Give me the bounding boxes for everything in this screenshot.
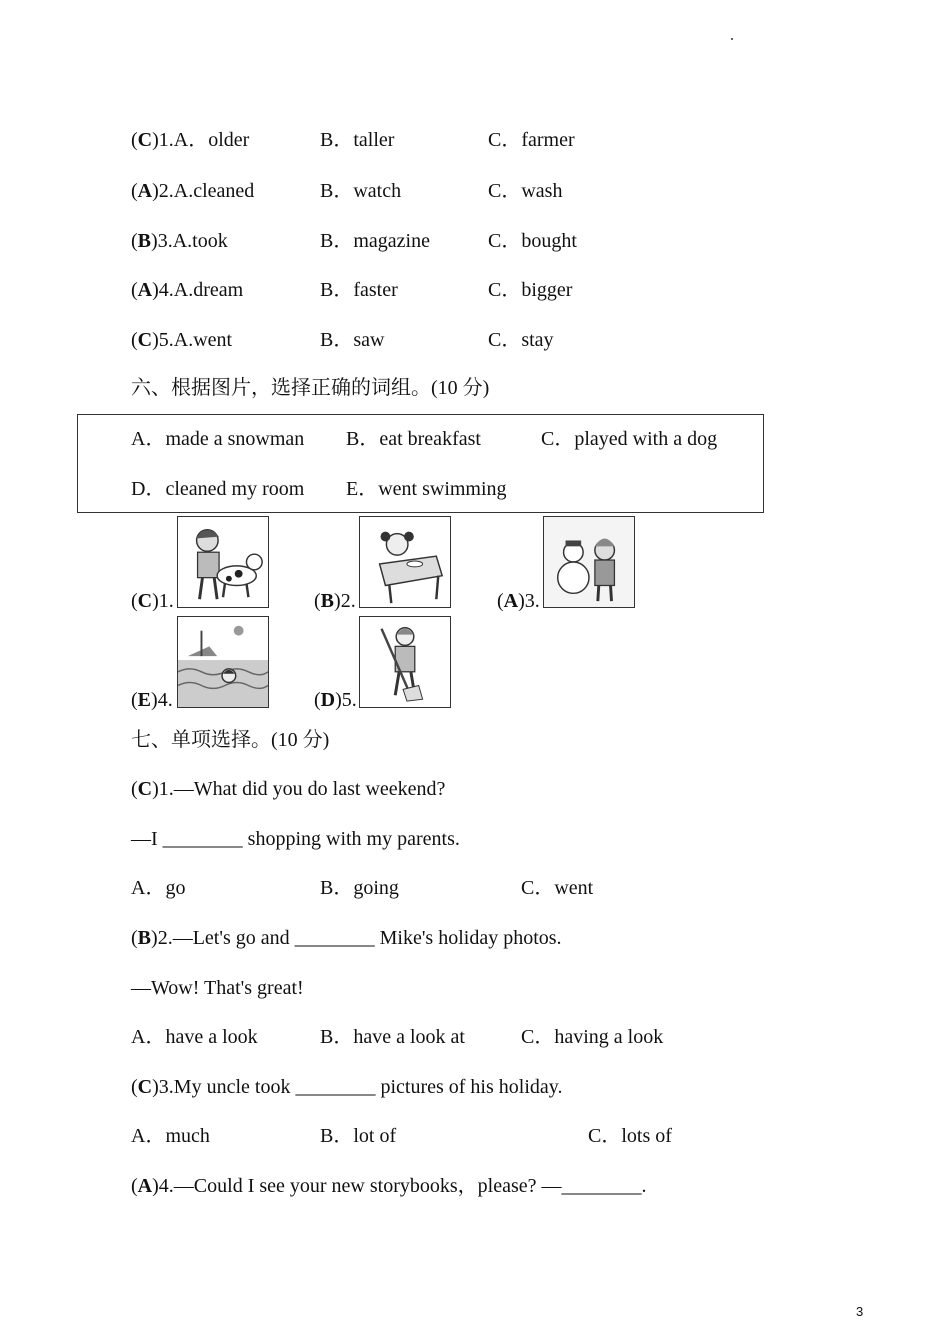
picture-cleaning-room [359,616,451,708]
option-d: D．cleaned my room [131,478,305,500]
option-c: C．played with a dog [541,428,718,450]
s6-q5: (D)5. [314,689,357,711]
s7-q2-b: B．have a look at [320,1026,465,1048]
s7-q3-b: B．lot of [320,1125,397,1147]
section6-title: 六、根据图片，选择正确的词组。(10 分) [131,377,490,399]
s5-q4: (A)4.A.dream [131,279,244,301]
s7-q1-b: B．going [320,877,399,899]
s5-q2-b: B．watch [320,180,402,202]
s5-q5-c: C．stay [488,329,554,351]
s7-q2: (B)2.—Let's go and ________ Mike's holiday photos. [131,927,562,949]
page-dot [731,38,733,40]
picture-swimming [177,616,269,708]
s5-q4-c: C．bigger [488,279,573,301]
s7-q3-a: A．much [131,1125,210,1147]
page-number: 3 [856,1304,864,1319]
s7-q1-a: A．go [131,877,186,899]
s5-q5: (C)5.A.went [131,329,233,351]
s5-q1: (C)1.A．older [131,129,250,151]
s6-q3: (A)3. [497,590,540,612]
s6-q1: (C)1. [131,590,174,612]
option-e: E．went swimming [346,478,507,500]
s5-q2: (A)2.A.cleaned [131,180,255,202]
s7-q1: (C)1.—What did you do last weekend? [131,778,446,800]
s7-q3-c: C．lots of [588,1125,672,1147]
s7-q1-reply: —I ________ shopping with my parents. [131,828,460,850]
s6-q4: (E)4. [131,689,173,711]
s5-q3: (B)3.A.took [131,230,228,252]
s7-q4: (A)4.—Could I see your new storybooks，please? —________. [131,1175,647,1197]
s5-q2-c: C．wash [488,180,563,202]
s7-q2-a: A．have a look [131,1026,258,1048]
picture-snowman [543,516,635,608]
s7-q1-c: C．went [521,877,594,899]
picture-girl-with-dog [177,516,269,608]
picture-eating-breakfast [359,516,451,608]
option-b: B．eat breakfast [346,428,481,450]
s5-q1-c: C．farmer [488,129,575,151]
s5-q1-b: B．taller [320,129,395,151]
option-a: A．made a snowman [131,428,305,450]
section7-title: 七、单项选择。(10 分) [131,729,330,751]
s7-q2-reply: —Wow! That's great! [131,977,304,999]
s7-q3: (C)3.My uncle took ________ pictures of his holiday. [131,1076,563,1098]
s7-q2-c: C．having a look [521,1026,664,1048]
s5-q3-b: B．magazine [320,230,430,252]
s6-q2: (B)2. [314,590,356,612]
s5-q5-b: B．saw [320,329,385,351]
s5-q4-b: B．faster [320,279,398,301]
s5-q3-c: C．bought [488,230,577,252]
